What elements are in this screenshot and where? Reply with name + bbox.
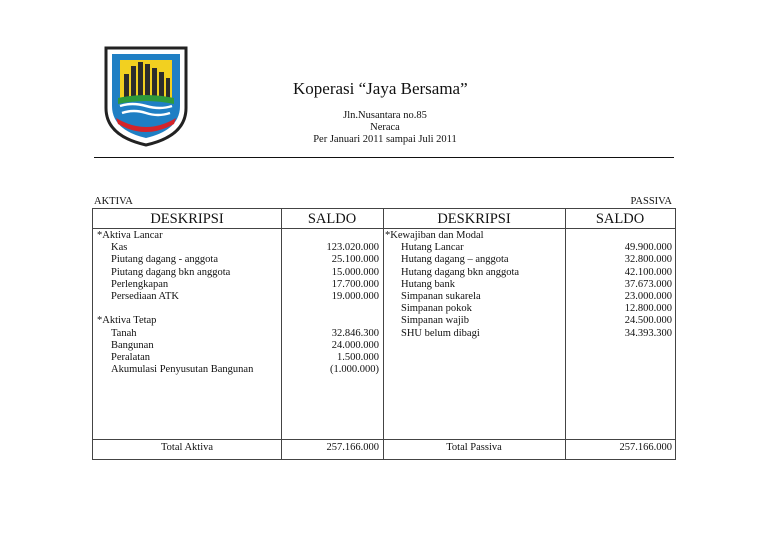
desc-right-header: DESKRIPSI xyxy=(437,211,511,227)
kewajiban-heading: *Kewajiban dan Modal xyxy=(385,230,484,241)
list-item: Hutang Lancar xyxy=(401,242,464,254)
list-item: Tanah xyxy=(111,327,137,339)
list-item: Simpanan sukarela xyxy=(401,290,481,302)
value-cell: 32.800.000 xyxy=(624,254,672,266)
header-divider xyxy=(94,157,674,158)
desc-left-header: DESKRIPSI xyxy=(150,211,224,227)
aktiva-values xyxy=(281,230,379,376)
passiva-values xyxy=(565,230,672,340)
value-cell: 123.020.000 xyxy=(326,242,379,254)
value-cell: 19.000.000 xyxy=(331,290,379,302)
report-name: Neraca xyxy=(370,122,400,133)
value-cell: 1.500.000 xyxy=(337,351,379,363)
value-cell: 49.900.000 xyxy=(624,242,672,254)
value-cell: 25.100.000 xyxy=(331,254,379,266)
value-cell: (1.000.000) xyxy=(330,364,379,376)
passiva-label: PASSIVA xyxy=(630,196,672,207)
aktiva-lancar-heading: *Aktiva Lancar xyxy=(97,230,163,241)
value-cell: 32.846.300 xyxy=(331,327,379,339)
list-item: Hutang dagang bkn anggota xyxy=(401,266,520,278)
total-aktiva-value: 257.166.000 xyxy=(326,442,379,453)
saldo-left-header: SALDO xyxy=(307,211,357,227)
value-cell: 24.000.000 xyxy=(331,339,379,351)
value-cell: 24.500.000 xyxy=(624,315,672,327)
list-item: Hutang bank xyxy=(401,278,455,290)
value-cell: 23.000.000 xyxy=(624,290,672,302)
list-item: Bangunan xyxy=(111,339,154,351)
list-item: SHU belum dibagi xyxy=(401,327,480,339)
list-item: Simpanan pokok xyxy=(401,303,472,315)
value-cell: 15.000.000 xyxy=(331,266,379,278)
list-item: Perlengkapan xyxy=(111,278,169,290)
value-cell: 34.393.300 xyxy=(624,327,672,339)
value-cell: 37.673.000 xyxy=(624,278,672,290)
address-line: Jln.Nusantara no.85 xyxy=(343,110,427,121)
total-passiva-value: 257.166.000 xyxy=(619,442,672,453)
list-item: Peralatan xyxy=(111,351,151,363)
page-title: Koperasi “Jaya Bersama” xyxy=(293,79,468,98)
value-cell: 17.700.000 xyxy=(331,278,379,290)
report-period: Per Januari 2011 sampai Juli 2011 xyxy=(313,134,457,145)
list-item: Simpanan wajib xyxy=(401,315,469,327)
total-aktiva-label: Total Aktiva xyxy=(160,442,214,453)
passiva-descriptions xyxy=(383,230,565,340)
list-item: Kas xyxy=(111,242,128,254)
value-cell: 42.100.000 xyxy=(624,266,672,278)
saldo-right-header: SALDO xyxy=(595,211,645,227)
aktiva-descriptions xyxy=(93,230,281,376)
aktiva-label: AKTIVA xyxy=(94,196,133,207)
list-item: Akumulasi Penyusutan Bangunan xyxy=(111,364,254,376)
list-item: Piutang dagang bkn anggota xyxy=(111,266,231,278)
list-item: Persediaan ATK xyxy=(111,290,179,302)
list-item: Hutang dagang – anggota xyxy=(401,254,509,266)
list-item: Piutang dagang - anggota xyxy=(111,254,219,266)
balance-sheet-table xyxy=(92,208,676,460)
cooperative-logo xyxy=(102,44,190,148)
aktiva-tetap-heading: *Aktiva Tetap xyxy=(97,315,157,327)
total-passiva-label: Total Passiva xyxy=(446,442,502,453)
value-cell: 12.800.000 xyxy=(624,303,672,315)
